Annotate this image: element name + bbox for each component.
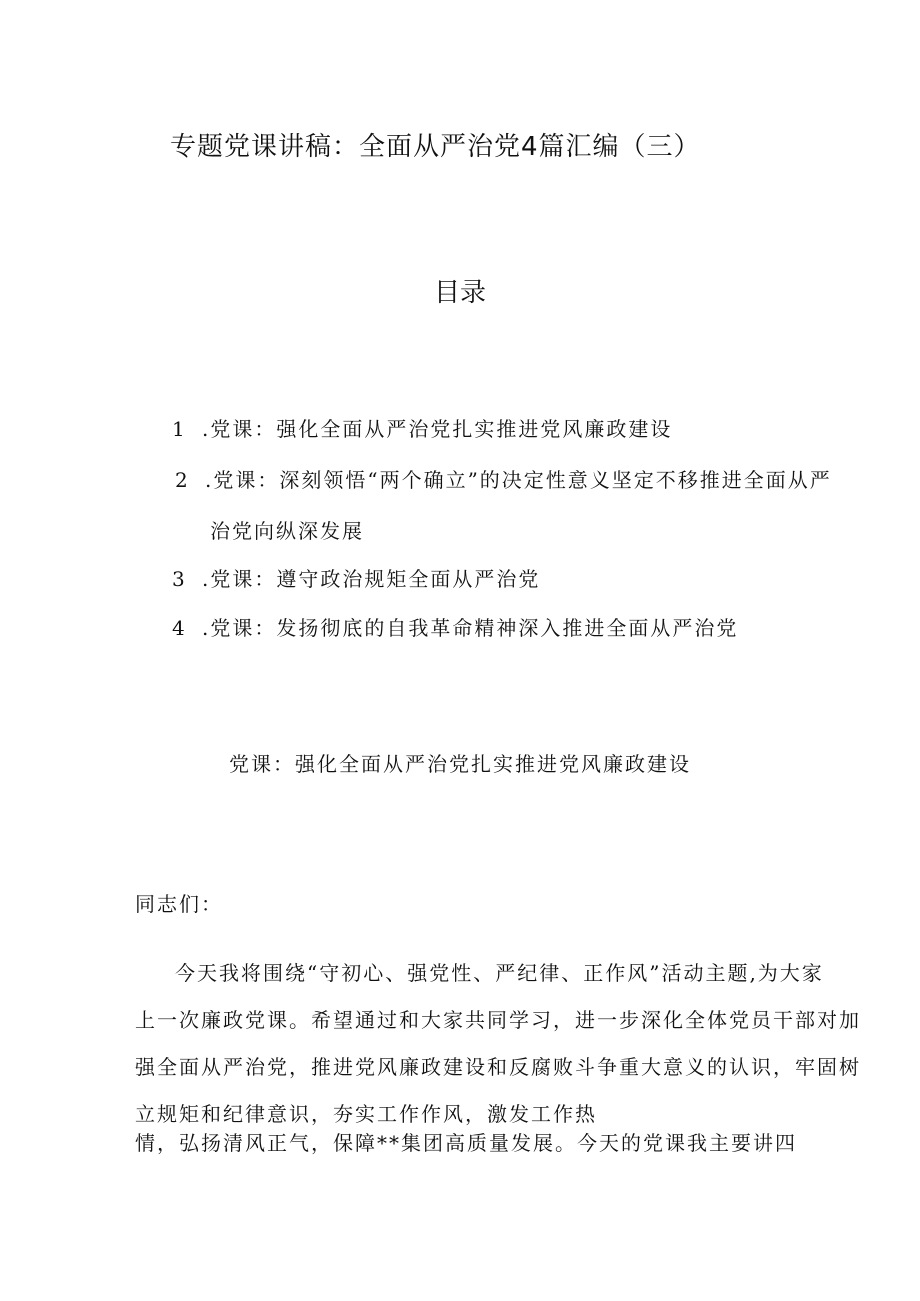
paragraph-line: 强全面从严治党，推进党风廉政建设和反腐败斗争重大意义的认识，牢固树 bbox=[135, 1055, 861, 1079]
paragraph-line: 情，弘扬清风正气，保障**集团高质量发展。今天的党课我主要讲四 bbox=[135, 1131, 797, 1155]
toc-item-number: 3 bbox=[172, 567, 187, 591]
toc-item[interactable] bbox=[172, 563, 540, 592]
toc-item-text: .党课：强化全面从严治党扎实推进党风廉政建设 bbox=[202, 417, 673, 441]
document-title: 专题党课讲稿：全面从严治党4篇汇编（三） bbox=[170, 132, 701, 162]
paragraph-line: 立规矩和纪律意识，夯实工作作风，激发工作热 bbox=[135, 1102, 597, 1126]
toc-item-text: .党课：发扬彻底的自我革命精神深入推进全面从严治党 bbox=[202, 616, 739, 640]
toc-item-text: .党课：深刻领悟“两个确立”的决定性意义坚定不移推进全面从严 bbox=[205, 468, 832, 492]
salutation: 同志们： bbox=[135, 892, 223, 916]
toc-heading: 目录 bbox=[433, 278, 486, 308]
toc-item-number: 2 bbox=[175, 468, 190, 492]
paragraph-line: 今天我将围绕“守初心、强党性、严纪律、正作风”活动主题,为大家 bbox=[175, 961, 824, 985]
toc-item-continuation: 治党向纵深发展 bbox=[210, 519, 364, 543]
toc-item[interactable] bbox=[175, 464, 832, 493]
toc-item[interactable] bbox=[172, 612, 738, 641]
paragraph-line: 上一次廉政党课。希望通过和大家共同学习，进一步深化全体党员干部对加 bbox=[135, 1008, 861, 1032]
toc-item-text: .党课：遵守政治规矩全面从严治党 bbox=[202, 567, 541, 591]
toc-item-number: 4 bbox=[172, 616, 187, 640]
toc-item[interactable] bbox=[172, 413, 672, 442]
section-title: 党课：强化全面从严治党扎实推进党风廉政建设 bbox=[229, 752, 691, 776]
toc-item-number: 1 bbox=[172, 417, 187, 441]
